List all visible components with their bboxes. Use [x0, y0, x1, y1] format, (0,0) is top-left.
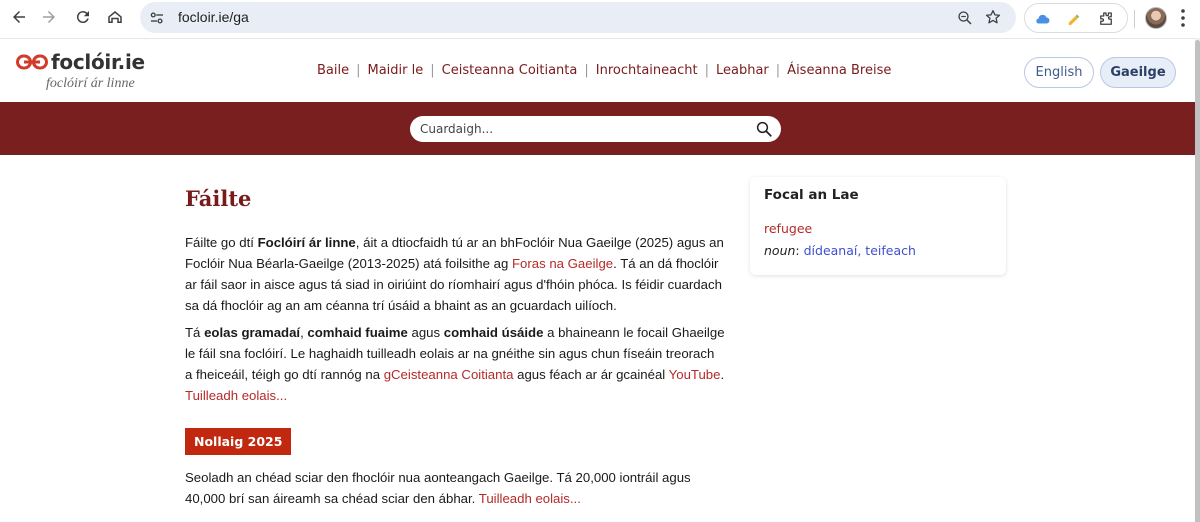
browser-toolbar [0, 0, 1200, 38]
text-bold: eolas gramadaí [204, 325, 301, 340]
home-icon [106, 8, 124, 26]
text-bold: comhaid úsáide [443, 325, 544, 340]
news-paragraph [185, 467, 725, 509]
nav-separator: | [356, 63, 361, 78]
nav-leabhar[interactable]: Leabhar [716, 63, 769, 78]
language-irish-button[interactable]: Gaeilge [1100, 57, 1176, 88]
nav-separator: | [704, 63, 709, 78]
nav-aiseanna-breise[interactable]: Áiseanna Breise [787, 63, 892, 78]
text: Fáilte go dtí [185, 235, 258, 250]
word-of-the-day-card [750, 177, 1006, 275]
site-logo[interactable] [16, 50, 145, 74]
nav-inrochtaineacht[interactable]: Inrochtaineacht [595, 63, 698, 78]
search-banner [0, 102, 1195, 155]
home-button[interactable] [102, 4, 128, 30]
text: agus féach ar ár gcainéal [513, 367, 669, 382]
text-bold: comhaid fuaime [307, 325, 408, 340]
word-translation[interactable]: dídeanaí, teifeach [803, 243, 916, 258]
text: , [300, 325, 308, 340]
site-settings-icon[interactable] [148, 9, 166, 27]
news-more-info-link[interactable]: Tuilleadh eolais... [478, 491, 581, 506]
search-icon[interactable] [755, 120, 773, 138]
site-tagline: foclóirí ár linne [46, 76, 135, 91]
logo-text: foclóir.ie [51, 50, 145, 74]
text: Tá [185, 325, 205, 340]
nav-separator: | [775, 63, 781, 78]
puzzle-icon[interactable] [1097, 10, 1115, 28]
youtube-link[interactable]: YouTube [668, 367, 721, 382]
features-paragraph [185, 322, 725, 406]
word-of-the-day-word[interactable]: refugee [764, 221, 813, 236]
search-box [410, 116, 781, 142]
scrollbar-thumb[interactable] [1195, 40, 1200, 522]
text-bold: Foclóirí ár linne [257, 235, 356, 250]
site-header [0, 38, 1195, 102]
text: , áit a dtiocfaidh tú ar an bhFoclóir Nua Gaeilge (2025) agus an Foclóir Nua Béarla-Gaeilge (2013-2025) atá foilsithe ag [185, 235, 724, 271]
nav-separator: | [584, 63, 589, 78]
more-info-link[interactable]: Tuilleadh eolais... [185, 388, 288, 403]
forward-arrow-icon [40, 8, 58, 26]
text: a bhaineann le focail Ghaeilge le fáil sna foclóirí. Le haghaidh tuilleadh eolais ar na gnéithe sin agus chun físeáin treorach a fheiceáil, téigh go dtí rannóg na [185, 325, 725, 382]
search-input[interactable] [420, 116, 750, 142]
word-of-the-day-title: Focal an Lae [764, 187, 859, 203]
cloud-icon[interactable] [1033, 10, 1051, 28]
definition-separator: : [795, 243, 804, 258]
main-content [185, 186, 725, 506]
address-bar[interactable] [140, 2, 1016, 33]
url-text[interactable]: focloir.ie/ga [178, 9, 249, 25]
intro-paragraph [185, 232, 725, 316]
text: Seoladh an chéad sciar den fhoclóir nua aonteangach Gaeilge. Tá 20,000 iontráil agus 40,000 brí san áireamh sa chéad sciar den ábhar. [185, 470, 691, 506]
toolbar-divider [1134, 10, 1135, 28]
back-arrow-icon [10, 8, 28, 26]
reload-icon [74, 8, 92, 26]
zoom-icon[interactable] [956, 9, 974, 27]
reload-button[interactable] [70, 4, 96, 30]
nav-maidir-le[interactable]: Maidir le [367, 63, 424, 78]
text: agus [407, 325, 444, 340]
back-button[interactable] [6, 4, 32, 30]
main-navigation [317, 63, 891, 78]
extensions-group [1024, 3, 1128, 33]
nav-ceisteanna-coitianta[interactable]: Ceisteanna Coitianta [441, 63, 578, 78]
text: . [720, 367, 725, 382]
star-icon[interactable] [984, 8, 1002, 26]
page-title: Fáilte [185, 186, 252, 211]
language-english-button[interactable]: English [1024, 57, 1094, 88]
part-of-speech: noun [764, 243, 796, 258]
profile-avatar[interactable] [1145, 7, 1167, 29]
word-of-the-day-definition [764, 243, 916, 258]
forward-button[interactable] [36, 4, 62, 30]
foras-link[interactable]: Foras na Gaeilge [511, 256, 614, 271]
nav-separator: | [430, 63, 435, 78]
pencil-icon[interactable] [1065, 10, 1083, 28]
page-scrollbar[interactable] [1195, 38, 1200, 522]
logo-mark-icon [16, 53, 48, 71]
text: . Tá an dá fhoclóir ar fáil saor in aisce agus tá siad in oiriúint do ríomhairí agus d'fhóin phóca. Is féidir cuardach sa dá fhoclóir ag an am céanna trí úsáid a bhaint as an gcuardach uilíoch. [185, 256, 722, 313]
nav-baile[interactable]: Baile [317, 63, 350, 78]
faq-link[interactable]: gCeisteanna Coitianta [383, 367, 514, 382]
menu-kebab-icon[interactable] [1180, 8, 1186, 28]
news-date-badge: Nollaig 2025 [185, 428, 291, 455]
